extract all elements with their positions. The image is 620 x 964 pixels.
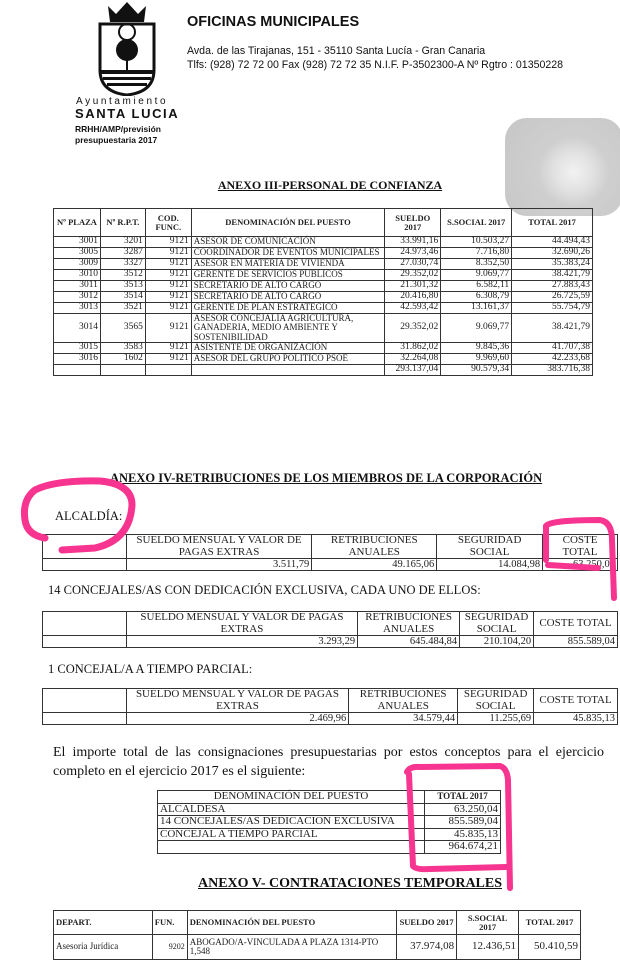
- annex-3-cell: 26.725,59: [512, 291, 593, 302]
- annex-5-title: ANEXO V- CONTRATACIONES TEMPORALES: [198, 876, 503, 891]
- annex-3-cell: SECRETARIO DE ALTO CARGO: [191, 291, 385, 302]
- summary-total: 45.835,13: [425, 828, 501, 841]
- reference-line-2: presupuestaria 2017: [75, 135, 158, 145]
- annex-5-cell: 50.410,59: [519, 935, 581, 960]
- annex-3-cell: 3201: [100, 237, 145, 248]
- annex-5-cell: 12.436,51: [457, 935, 519, 960]
- annex-3-table: [53, 208, 593, 376]
- annex-3-cell: 9.845,36: [441, 343, 512, 354]
- annex-3-cell: COORDINADOR DE EVENTOS MUNICIPALES: [191, 247, 385, 258]
- parcial-label: 1 CONCEJAL/A A TIEMPO PARCIAL:: [48, 662, 253, 676]
- parcial-value: 2.469,96: [126, 713, 348, 725]
- alcaldia-value: 49.165,06: [312, 559, 437, 571]
- table-row: [54, 269, 593, 280]
- annex-3-cell: 3327: [100, 258, 145, 269]
- annex-3-cell: 8.352,50: [441, 258, 512, 269]
- concejales-value: 855.589,04: [534, 636, 618, 648]
- annex-3-cell: 9121: [145, 302, 191, 313]
- concejales-value: 645.484,84: [358, 636, 460, 648]
- empty-cell: [43, 612, 127, 636]
- annex-5-header: DENOMINACIÓN DEL PUESTO: [187, 911, 396, 935]
- annex-3-cell: 20.416,80: [385, 291, 441, 302]
- annex-5-header: SUELDO 2017: [397, 911, 457, 935]
- annex-3-header: DENOMINACIÓN DEL PUESTO: [191, 209, 385, 237]
- summary-total: 855.589,04: [425, 816, 501, 829]
- table-row: [43, 636, 618, 648]
- table-row: [54, 291, 593, 302]
- summary-header-total: TOTAL 2017: [425, 791, 501, 804]
- annex-3-cell: 3013: [54, 302, 101, 313]
- annex-5-header: TOTAL 2017: [519, 911, 581, 935]
- annex-3-cell: 3287: [100, 247, 145, 258]
- parcial-table: [42, 688, 618, 725]
- annex-3-cell: 3513: [100, 280, 145, 291]
- annex-3-header: SUELDO 2017: [385, 209, 441, 237]
- annex-3-cell: SECRETARIO DE ALTO CARGO: [191, 280, 385, 291]
- annex-3-cell: 1602: [100, 354, 145, 365]
- annex-3-cell: 3016: [54, 354, 101, 365]
- table-row: [54, 237, 593, 248]
- annex-5-cell: 37.974,08: [397, 935, 457, 960]
- annex-3-title: ANEXO III-PERSONAL DE CONFIANZA: [217, 178, 443, 192]
- concejales-header: SEGURIDAD SOCIAL: [460, 612, 534, 636]
- annex-3-cell: 3521: [100, 302, 145, 313]
- table-row: [43, 713, 618, 725]
- annex-3-cell: 9121: [145, 280, 191, 291]
- annex-3-cell: 3005: [54, 247, 101, 258]
- annex-3-total: 383.716,38: [512, 365, 593, 376]
- annex-5-cell: ABOGADO/A-VINCULADA A PLAZA 1314-PTO 1,548: [187, 935, 396, 960]
- annex-3-cell: 31.862,02: [385, 343, 441, 354]
- concejales-value: 3.293,29: [126, 636, 357, 648]
- concejales-value: 210.104,20: [460, 636, 534, 648]
- annex-3-cell: 38.421,79: [512, 313, 593, 342]
- annex-3-cell: 9.069,77: [441, 269, 512, 280]
- alcaldia-value: 3.511,79: [126, 559, 312, 571]
- annex-3-cell: 6.582,11: [441, 280, 512, 291]
- parcial-header: SEGURIDAD SOCIAL: [458, 689, 534, 713]
- table-row: [158, 828, 501, 841]
- table-row: [43, 559, 618, 571]
- annex-3-cell: 27.883,43: [512, 280, 593, 291]
- summary-position: ALCALDESA: [158, 803, 425, 816]
- summary-table: [157, 790, 501, 854]
- concejales-table: [42, 611, 618, 648]
- table-row: [158, 816, 501, 829]
- parcial-header: RETRIBUCIONES ANUALES: [349, 689, 458, 713]
- annex-3-cell: ASISTENTE DE ORGANIZACIÓN: [191, 343, 385, 354]
- annex-3-cell: 9121: [145, 269, 191, 280]
- annex-3-cell: 21.301,32: [385, 280, 441, 291]
- annex-3-cell: 27.030,74: [385, 258, 441, 269]
- annex-3-cell: 6.308,79: [441, 291, 512, 302]
- annex-3-total: 90.579,34: [441, 365, 512, 376]
- annex-3-cell: ASESOR CONCEJALIA AGRICULTURA, GANADERIA, MEDIO AMBIENTE Y SOSTENIBILIDAD: [191, 313, 385, 342]
- office-title: OFICINAS MUNICIPALES: [187, 14, 360, 30]
- table-row: [54, 258, 593, 269]
- empty-cell: [145, 365, 191, 376]
- summary-header-position: DENOMINACIÓN DEL PUESTO: [158, 791, 425, 804]
- alcaldia-label: ALCALDÍA:: [55, 509, 123, 523]
- annex-3-cell: ASESOR DEL GRUPO POLITICO PSOE: [191, 354, 385, 365]
- concejales-header: SUELDO MENSUAL Y VALOR DE PAGAS EXTRAS: [126, 612, 357, 636]
- parcial-value: 45.835,13: [534, 713, 618, 725]
- alcaldia-header: RETRIBUCIONES ANUALES: [312, 535, 437, 559]
- annex-3-total: 293.137,04: [385, 365, 441, 376]
- contact-info: Tlfs: (928) 72 72 00 Fax (928) 72 72 35 N.I.F. P-3502300-A Nº Rgtro : 01350228: [187, 59, 564, 71]
- annex-3-cell: 32.690,26: [512, 247, 593, 258]
- annex-3-header: Nº PLAZA: [54, 209, 101, 237]
- summary-total: 63.250,04: [425, 803, 501, 816]
- table-row: [54, 313, 593, 342]
- annex-3-cell: 7.716,80: [441, 247, 512, 258]
- annex-3-cell: 32.264,08: [385, 354, 441, 365]
- annex-3-header: S.SOCIAL 2017: [441, 209, 512, 237]
- concejales-label: 14 CONCEJALES/AS CON DEDICACIÓN EXCLUSIVA, CADA UNO DE ELLOS:: [48, 583, 481, 597]
- annex-3-cell: 29.352,02: [385, 269, 441, 280]
- empty-cell: [100, 365, 145, 376]
- address: Avda. de las Tirajanas, 151 - 35110 Santa Lucía - Gran Canaria: [187, 45, 486, 57]
- annex-3-cell: 9121: [145, 237, 191, 248]
- annex-5-header: DEPART.: [54, 911, 153, 935]
- annex-3-cell: 3583: [100, 343, 145, 354]
- annex-3-cell: GERENTE DE PLAN ESTRATEGICO: [191, 302, 385, 313]
- parcial-header: COSTE TOTAL: [534, 689, 618, 713]
- annex-3-cell: GERENTE DE SERVICIOS PUBLICOS: [191, 269, 385, 280]
- table-row: [54, 280, 593, 291]
- annex-3-header: Nº R.P.T.: [100, 209, 145, 237]
- empty-cell: [54, 365, 101, 376]
- annex-3-cell: 55.754,79: [512, 302, 593, 313]
- logo-ayuntamiento: Ayuntamiento: [76, 96, 169, 107]
- annex-3-header: TOTAL 2017: [512, 209, 593, 237]
- annex-3-cell: 3009: [54, 258, 101, 269]
- totals-row: [158, 841, 501, 854]
- annex-3-cell: 9121: [145, 313, 191, 342]
- alcaldia-value: 14.084,98: [437, 559, 543, 571]
- table-row: [54, 343, 593, 354]
- empty-cell: [43, 535, 127, 559]
- table-row: [54, 247, 593, 258]
- annex-5-table: [53, 910, 581, 960]
- annex-3-header: COD. FUNC.: [145, 209, 191, 237]
- reference-line-1: RRHH/AMP/previsión: [75, 124, 161, 134]
- annex-3-cell: 3565: [100, 313, 145, 342]
- alcaldia-header: COSTE TOTAL: [543, 535, 618, 559]
- annex-3-cell: 9121: [145, 354, 191, 365]
- empty-cell: [158, 841, 425, 854]
- summary-grand-total: 964.674,21: [425, 841, 501, 854]
- annex-3-cell: 13.161,37: [441, 302, 512, 313]
- annex-3-cell: 3014: [54, 313, 101, 342]
- annex-3-cell: 3514: [100, 291, 145, 302]
- totals-row: [54, 365, 593, 376]
- annex-3-cell: 3010: [54, 269, 101, 280]
- logo-santa-lucia: SANTA LUCIA: [75, 106, 180, 121]
- annex-3-cell: 42.593,42: [385, 302, 441, 313]
- summary-position: CONCEJAL A TIEMPO PARCIAL: [158, 828, 425, 841]
- annex-5-header: S.SOCIAL 2017: [457, 911, 519, 935]
- annex-3-cell: 33.991,16: [385, 237, 441, 248]
- empty-cell: [43, 636, 127, 648]
- annex-3-cell: 24.973,46: [385, 247, 441, 258]
- table-row: [54, 354, 593, 365]
- annex-3-cell: 9121: [145, 247, 191, 258]
- annex-5-cell: Asesoría Jurídica: [54, 935, 153, 960]
- annex-3-cell: 10.503,27: [441, 237, 512, 248]
- annex-3-cell: 42.233,68: [512, 354, 593, 365]
- empty-cell: [43, 559, 127, 571]
- annex-3-cell: 44.494,43: [512, 237, 593, 248]
- empty-cell: [191, 365, 385, 376]
- annex-4-title: ANEXO IV-RETRIBUCIONES DE LOS MIEMBROS DE LA CORPORACIÓN: [110, 471, 543, 485]
- annex-3-cell: 35.383,24: [512, 258, 593, 269]
- header-row: [43, 535, 618, 559]
- annex-5-cell: 9202: [152, 935, 187, 960]
- concejales-header: RETRIBUCIONES ANUALES: [358, 612, 460, 636]
- annex-3-cell: 3012: [54, 291, 101, 302]
- annex-3-cell: 9.069,77: [441, 313, 512, 342]
- empty-cell: [43, 713, 127, 725]
- annex-3-cell: 9121: [145, 343, 191, 354]
- summary-position: 14 CONCEJALES/AS DEDICACION EXCLUSIVA: [158, 816, 425, 829]
- alcaldia-header: SEGURIDAD SOCIAL: [437, 535, 543, 559]
- annex-3-cell: 3001: [54, 237, 101, 248]
- annex-3-cell: 9121: [145, 291, 191, 302]
- annex-3-cell: ASESOR EN MATERIA DE VIVIENDA: [191, 258, 385, 269]
- alcaldia-header: SUELDO MENSUAL Y VALOR DE PAGAS EXTRAS: [126, 535, 312, 559]
- floating-overlay-button[interactable]: [505, 118, 620, 216]
- parcial-value: 11.255,69: [458, 713, 534, 725]
- alcaldia-table: [42, 534, 618, 571]
- empty-cell: [43, 689, 127, 713]
- annex-3-cell: ASESOR DE COMUNICACIÓN: [191, 237, 385, 248]
- annex-3-cell: 41.707,38: [512, 343, 593, 354]
- annex-3-cell: 38.421,79: [512, 269, 593, 280]
- summary-paragraph: El importe total de las consignaciones presupuestarias por estos conceptos para el ejercicio completo en el ejercicio 2017 es el siguiente:: [53, 745, 604, 779]
- parcial-header: SUELDO MENSUAL Y VALOR DE PAGAS EXTRAS: [126, 689, 348, 713]
- parcial-value: 34.579,44: [349, 713, 458, 725]
- annex-3-cell: 3015: [54, 343, 101, 354]
- alcaldia-value: 63.250,04: [543, 559, 618, 571]
- concejales-header: COSTE TOTAL: [534, 612, 618, 636]
- annex-3-cell: 3512: [100, 269, 145, 280]
- annex-3-cell: 3011: [54, 280, 101, 291]
- annex-3-cell: 9.969,60: [441, 354, 512, 365]
- table-row: [158, 803, 501, 816]
- annex-3-cell: 9121: [145, 258, 191, 269]
- header-row: [43, 689, 618, 713]
- table-row: [54, 302, 593, 313]
- municipal-crest-logo: [94, 0, 160, 96]
- annex-5-header: FUN.: [152, 911, 187, 935]
- table-row: [54, 935, 581, 960]
- header-row: [43, 612, 618, 636]
- annex-3-cell: 29.352,02: [385, 313, 441, 342]
